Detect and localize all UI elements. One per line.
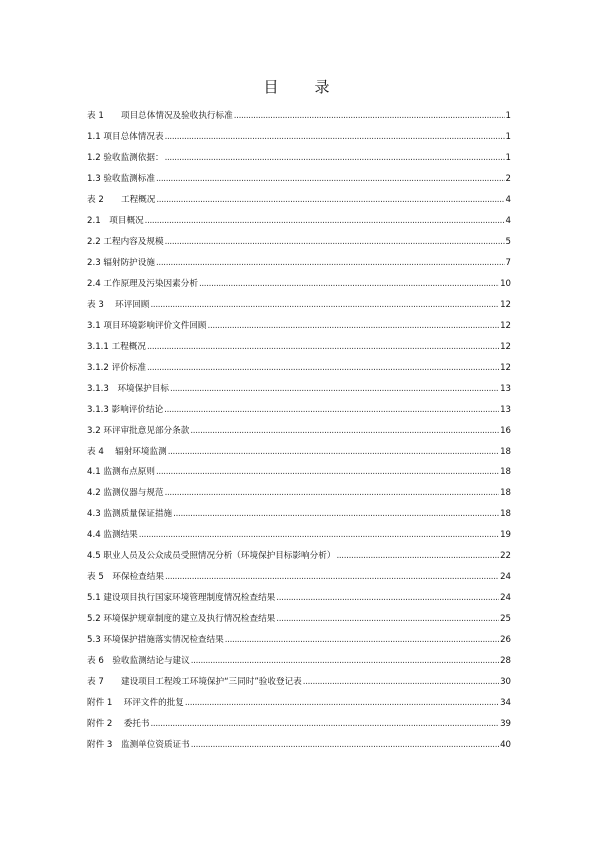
toc-entry-label: 4.5 职业人员及公众成员受照情况分析（环境保护目标影响分析） <box>87 551 336 562</box>
toc-entry-label: 附件 2 委托书 <box>87 719 150 730</box>
toc-leader-dots <box>151 718 500 730</box>
toc-entry[interactable] <box>87 550 511 571</box>
toc-leader-dots <box>165 487 500 499</box>
toc-leader-dots <box>199 278 499 290</box>
toc-entry[interactable] <box>87 613 511 634</box>
toc-entry-page-number: 7 <box>505 257 511 268</box>
toc-leader-dots <box>147 362 499 374</box>
toc-entry-label: 5.3 环境保护措施落实情况检查结果 <box>87 635 224 646</box>
toc-leader-dots <box>164 404 499 416</box>
toc-entry[interactable] <box>87 571 511 592</box>
toc-entry[interactable] <box>87 592 511 613</box>
toc-entry[interactable] <box>87 278 511 299</box>
toc-entry-label: 附件 1 环评文件的批复 <box>87 698 184 709</box>
toc-leader-dots <box>234 110 505 122</box>
toc-entry[interactable] <box>87 320 511 341</box>
toc-entry-label: 表 2 工程概况 <box>87 194 156 205</box>
toc-entry-page-number: 40 <box>500 740 511 751</box>
toc-entry-label: 2.4 工作原理及污染因素分析 <box>87 278 198 289</box>
toc-leader-dots <box>156 173 505 185</box>
toc-leader-dots <box>191 655 499 667</box>
toc-leader-dots <box>185 697 499 709</box>
toc-leader-dots <box>156 466 499 478</box>
toc-entry-label: 2.2 工程内容及规模 <box>87 236 164 247</box>
toc-entry-page-number: 12 <box>500 320 511 331</box>
toc-leader-dots <box>145 215 505 227</box>
toc-entry[interactable] <box>87 362 511 383</box>
toc-entry-label: 5.2 环境保护规章制度的建立及执行情况检查结果 <box>87 614 276 625</box>
toc-entry-label: 4.4 监测结果 <box>87 530 138 541</box>
toc-entry-page-number: 18 <box>500 509 511 520</box>
toc-entry[interactable] <box>87 215 511 236</box>
toc-entry[interactable] <box>87 487 511 508</box>
toc-entry[interactable] <box>87 173 511 194</box>
toc-entry[interactable] <box>87 676 511 697</box>
toc-entry-label: 表 4 辐射环境监测 <box>87 446 167 457</box>
toc-entry[interactable] <box>87 446 511 467</box>
toc-entry[interactable] <box>87 236 511 257</box>
toc-entry-page-number: 2 <box>505 173 511 184</box>
toc-entry-page-number: 1 <box>505 152 511 163</box>
toc-entry-label: 1.3 验收监测标准 <box>87 173 155 184</box>
toc-leader-dots <box>165 131 505 143</box>
toc-entry[interactable] <box>87 739 511 760</box>
toc-entry-page-number: 4 <box>505 215 511 226</box>
toc-entry[interactable] <box>87 383 511 404</box>
toc-entry-page-number: 4 <box>505 194 511 205</box>
toc-leader-dots <box>151 299 500 311</box>
toc-entry-label: 4.3 监测质量保证措施 <box>87 509 173 520</box>
toc-entry-page-number: 28 <box>500 656 511 667</box>
toc-leader-dots <box>156 257 505 269</box>
toc-entry-page-number: 12 <box>500 299 511 310</box>
toc-title: 目 录 <box>263 78 332 96</box>
toc-entry-label: 表 1 项目总体情况及验收执行标准 <box>87 111 233 121</box>
toc-entry[interactable] <box>87 425 511 446</box>
toc-leader-dots <box>208 320 500 332</box>
toc-entry[interactable] <box>87 110 511 131</box>
toc-entry-page-number: 34 <box>500 698 511 709</box>
toc-entry-page-number: 16 <box>500 425 511 436</box>
toc-entry-label: 2.1 项目概况 <box>87 215 144 226</box>
toc-entry-page-number: 10 <box>500 278 511 289</box>
toc-entry-page-number: 13 <box>500 383 511 394</box>
toc-entry-label: 表 7 建设项目工程竣工环境保护“三同时”验收登记表 <box>87 677 302 688</box>
toc-leader-dots <box>165 236 505 248</box>
toc-entry-page-number: 22 <box>500 551 511 562</box>
toc-entry-label: 3.1.2 评价标准 <box>87 362 146 373</box>
toc-entry-page-number: 12 <box>500 362 511 373</box>
toc-entry-page-number: 13 <box>500 404 511 415</box>
toc-entry-label: 5.1 建设项目执行国家环境管理制度情况检查结果 <box>87 593 276 604</box>
toc-entry-label: 4.2 监测仪器与规范 <box>87 488 164 499</box>
toc-entry-label: 2.3 辐射防护设施 <box>87 257 155 268</box>
toc-entry[interactable] <box>87 299 511 320</box>
toc-leader-dots <box>165 571 499 583</box>
toc-entry[interactable] <box>87 341 511 362</box>
toc-entry-page-number: 18 <box>500 467 511 478</box>
toc-entry-page-number: 19 <box>500 530 511 541</box>
toc-leader-dots <box>139 529 499 541</box>
toc-entry[interactable] <box>87 466 511 487</box>
toc-entry-label: 1.1 项目总体情况表 <box>87 131 164 142</box>
toc-entry-page-number: 25 <box>500 614 511 625</box>
toc-leader-dots <box>191 739 499 751</box>
toc-entry-page-number: 12 <box>500 341 511 352</box>
toc-leader-dots <box>276 592 499 604</box>
toc-leader-dots <box>303 676 499 688</box>
toc-entry[interactable] <box>87 718 511 739</box>
toc-entry-page-number: 30 <box>500 677 511 688</box>
toc-entry[interactable] <box>87 257 511 278</box>
toc-entry[interactable] <box>87 194 511 215</box>
toc-entry-label: 3.1.3 影响评价结论 <box>87 404 164 415</box>
toc-leader-dots <box>190 425 499 437</box>
toc-entry-label: 附件 3 监测单位资质证书 <box>87 740 190 751</box>
toc-entry-page-number: 26 <box>500 635 511 646</box>
toc-entry-page-number: 1 <box>505 111 511 121</box>
toc-leader-dots <box>225 634 499 646</box>
toc-entry-page-number: 39 <box>500 719 511 730</box>
toc-leader-dots <box>147 341 499 353</box>
toc-leader-dots <box>336 550 499 562</box>
toc-entry-label: 表 3 环评回顾 <box>87 299 150 310</box>
toc-entry-page-number: 18 <box>500 488 511 499</box>
toc-entry[interactable] <box>87 634 511 655</box>
toc-leader-dots <box>168 446 499 458</box>
toc-leader-dots <box>165 152 505 164</box>
toc-entry-label: 3.1.3 环境保护目标 <box>87 383 170 394</box>
toc-entry[interactable] <box>87 152 511 173</box>
toc-leader-dots <box>156 194 504 206</box>
toc-entry[interactable] <box>87 131 511 152</box>
toc-entry-page-number: 1 <box>505 131 511 142</box>
toc-entry-label: 3.2 环评审批意见部分条款 <box>87 425 190 436</box>
toc-entry[interactable] <box>87 404 511 425</box>
toc-entry-page-number: 18 <box>500 446 511 457</box>
toc-entry[interactable] <box>87 655 511 676</box>
toc-leader-dots <box>276 613 499 625</box>
toc-entry-label: 3.1.1 工程概况 <box>87 341 146 352</box>
toc-entry-label: 3.1 项目环境影响评价文件回顾 <box>87 320 207 331</box>
toc-entry[interactable] <box>87 697 511 718</box>
table-of-contents <box>87 110 511 760</box>
toc-entry-label: 表 6 验收监测结论与建议 <box>87 656 190 667</box>
toc-leader-dots <box>173 508 499 520</box>
toc-entry-label: 1.2 验收监测依据： <box>87 152 164 163</box>
toc-entry[interactable] <box>87 508 511 529</box>
toc-entry[interactable] <box>87 529 511 550</box>
toc-entry-label: 4.1 监测布点原则 <box>87 467 155 478</box>
toc-entry-page-number: 5 <box>505 236 511 247</box>
toc-entry-page-number: 24 <box>500 593 511 604</box>
toc-entry-page-number: 24 <box>500 572 511 583</box>
toc-leader-dots <box>170 383 499 395</box>
toc-entry-label: 表 5 环保检查结果 <box>87 572 164 583</box>
